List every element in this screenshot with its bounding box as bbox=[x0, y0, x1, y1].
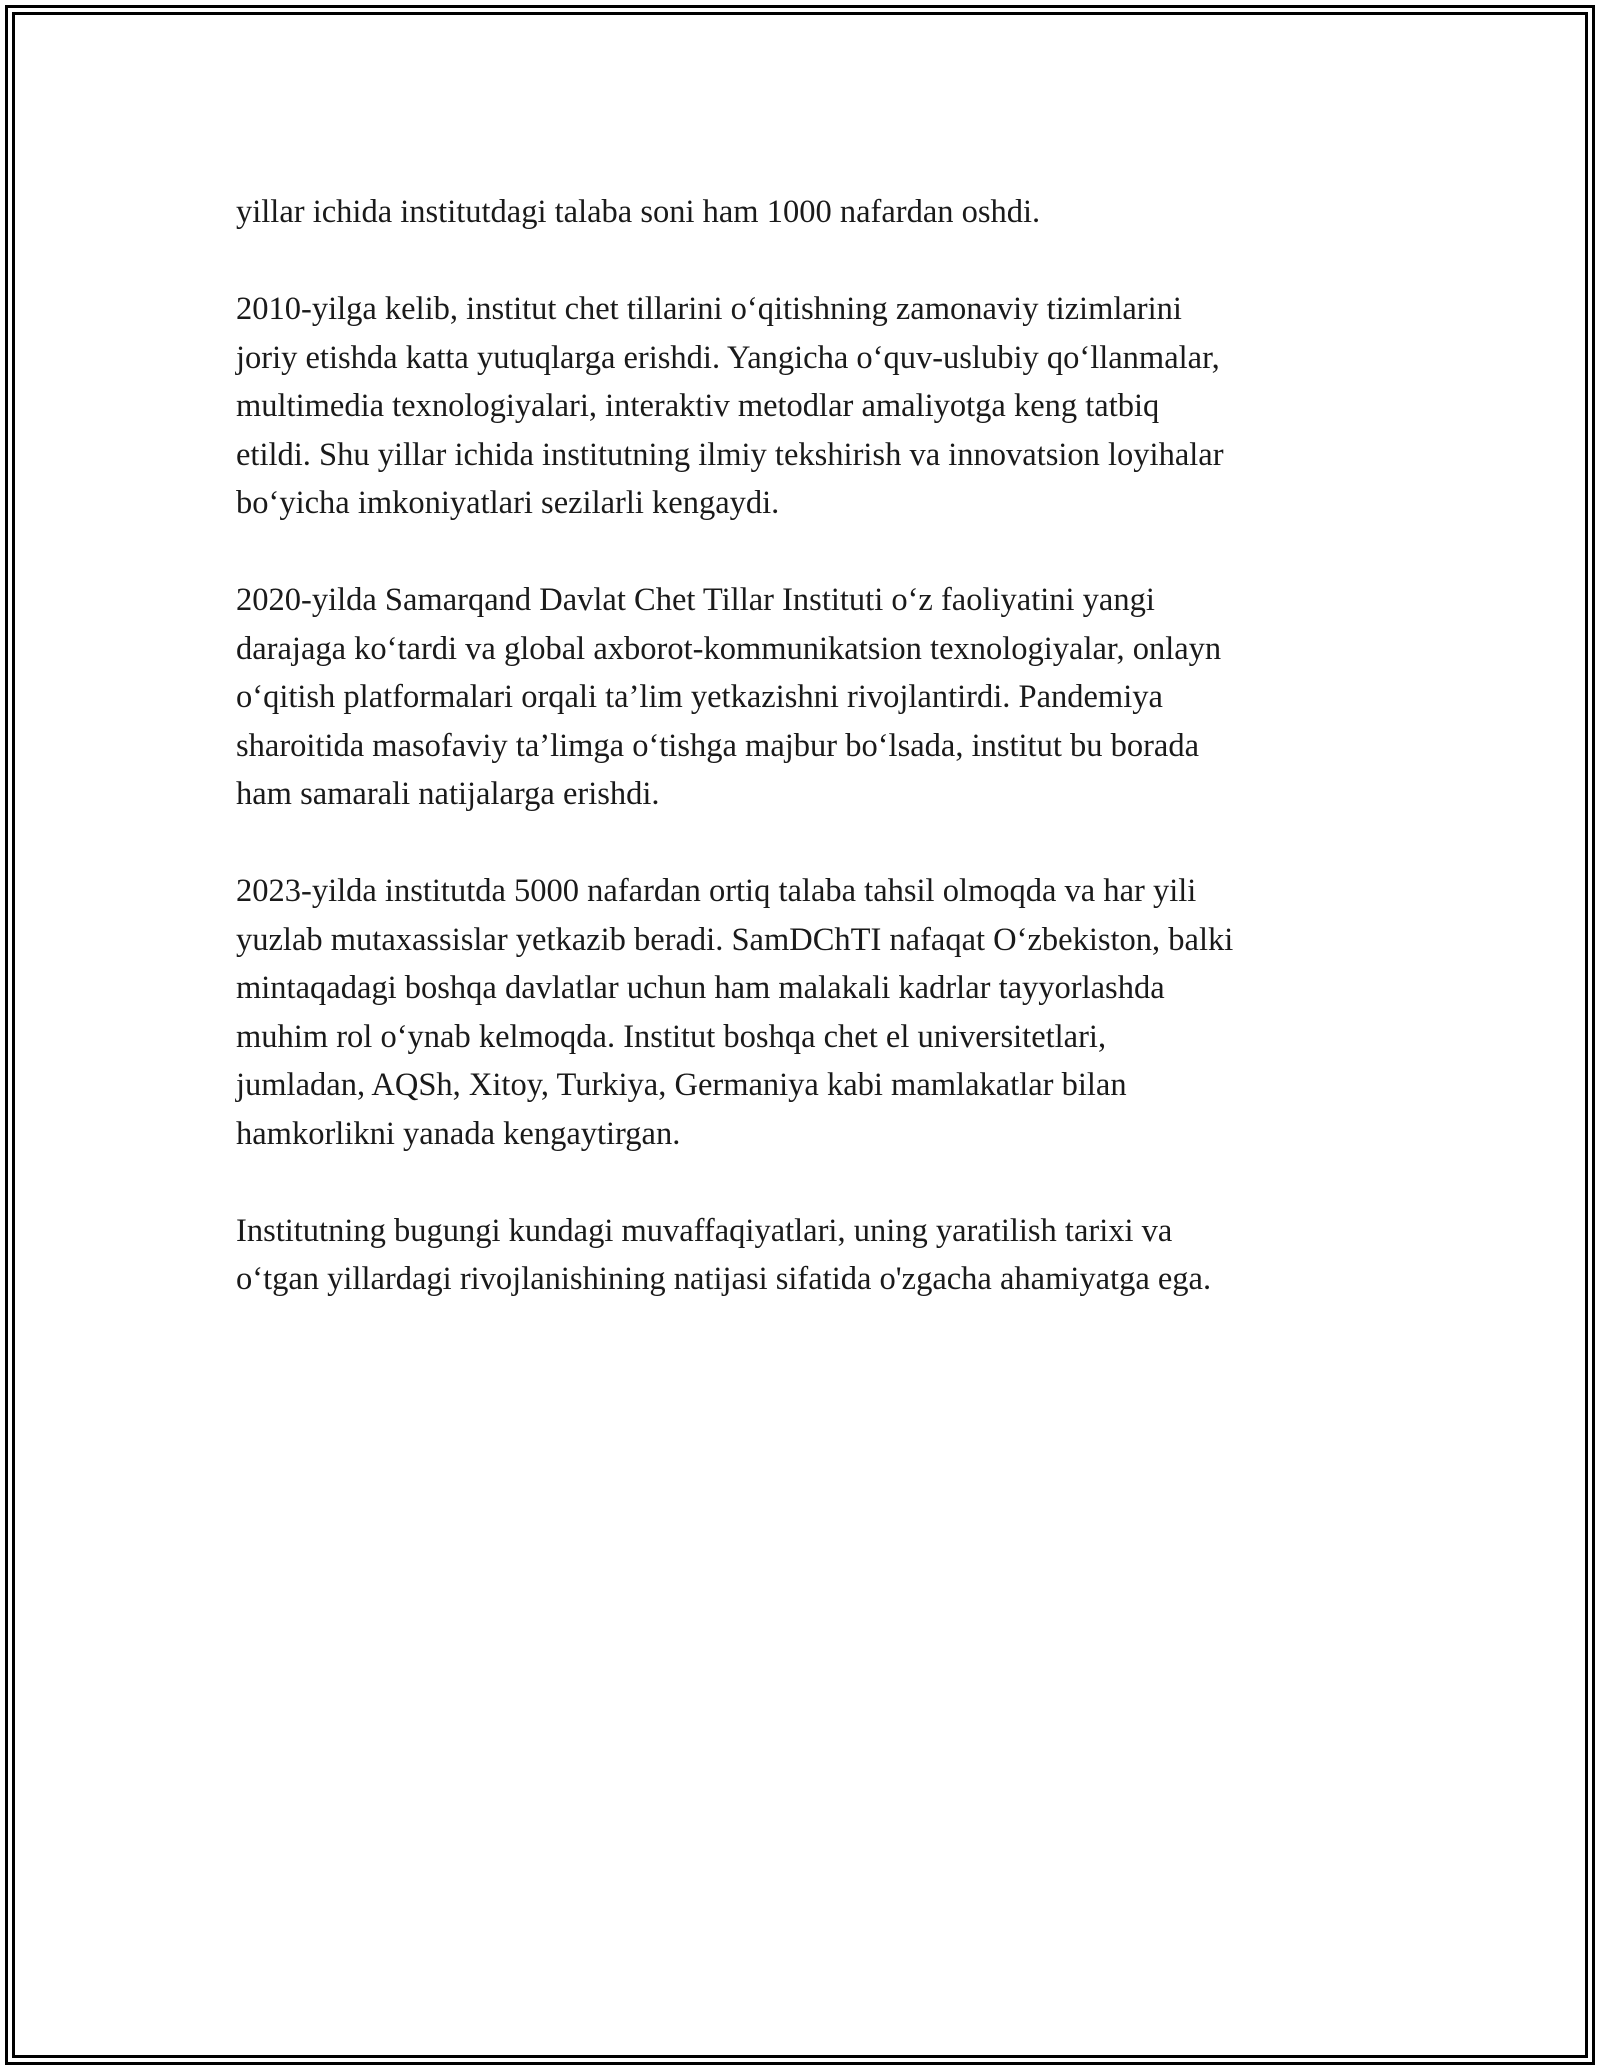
text-line: ham samarali natijalarga erishdi. bbox=[236, 776, 660, 812]
text-line: jumladan, AQSh, Xitoy, Turkiya, Germaniya kabi mamlakatlar bilan bbox=[236, 1067, 1127, 1103]
text-line: darajaga ko‘tardi va global axborot-kommunikatsion texnologiyalar, onlayn bbox=[236, 630, 1222, 667]
paragraph-4 bbox=[236, 867, 1376, 1158]
text-line: bo‘yicha imkoniyatlari sezilarli kengaydi. bbox=[236, 485, 780, 521]
text-line: Institutning bugungi kundagi muvaffaqiyatlari, uning yaratilish tarixi va bbox=[236, 1212, 1173, 1249]
text-line: 2010-yilga kelib, institut chet tillarini o‘qitishning zamonaviy tizimlarini bbox=[236, 291, 1182, 327]
text-line: multimedia texnologiyalari, interaktiv metodlar amaliyotga keng tatbiq bbox=[236, 388, 1160, 424]
text-line: sharoitida masofaviy ta’limga o‘tishga majbur bo‘lsada, institut bu borada bbox=[236, 727, 1200, 764]
paragraph-3 bbox=[236, 576, 1376, 819]
paragraph-2 bbox=[236, 285, 1376, 528]
text-line: 2023-yilda institutda 5000 nafardan ortiq talaba tahsil olmoqda va har yili bbox=[236, 873, 1197, 909]
text-line: o‘tgan yillardagi rivojlanishining natijasi sifatida o'zgacha ahamiyatga ega. bbox=[236, 1261, 1212, 1297]
paragraph-1 bbox=[236, 188, 1376, 237]
document-body bbox=[236, 188, 1376, 1304]
text-line: etildi. Shu yillar ichida institutning ilmiy tekshirish va innovatsion loyihalar bbox=[236, 436, 1224, 473]
text-line: joriy etishda katta yutuqlarga erishdi. Yangicha o‘quv-uslubiy qo‘llanmalar, bbox=[236, 339, 1220, 376]
text-line: o‘qitish platformalari orqali ta’lim yetkazishni rivojlantirdi. Pandemiya bbox=[236, 679, 1163, 715]
text-line: mintaqadagi boshqa davlatlar uchun ham malakali kadrlar tayyorlashda bbox=[236, 970, 1165, 1006]
text-line: yuzlab mutaxassislar yetkazib beradi. SamDChTI nafaqat O‘zbekiston, balki bbox=[236, 921, 1234, 958]
text-line: 2020-yilda Samarqand Davlat Chet Tillar Instituti o‘z faoliyatini yangi bbox=[236, 582, 1155, 618]
text-line: muhim rol o‘ynab kelmoqda. Institut boshqa chet el universitetlari, bbox=[236, 1018, 1107, 1055]
text-line: hamkorlikni yanada kengaytirgan. bbox=[236, 1115, 681, 1152]
paragraph-5 bbox=[236, 1207, 1376, 1304]
text-line: yillar ichida institutdagi talaba soni ham 1000 nafardan oshdi. bbox=[236, 194, 1041, 230]
